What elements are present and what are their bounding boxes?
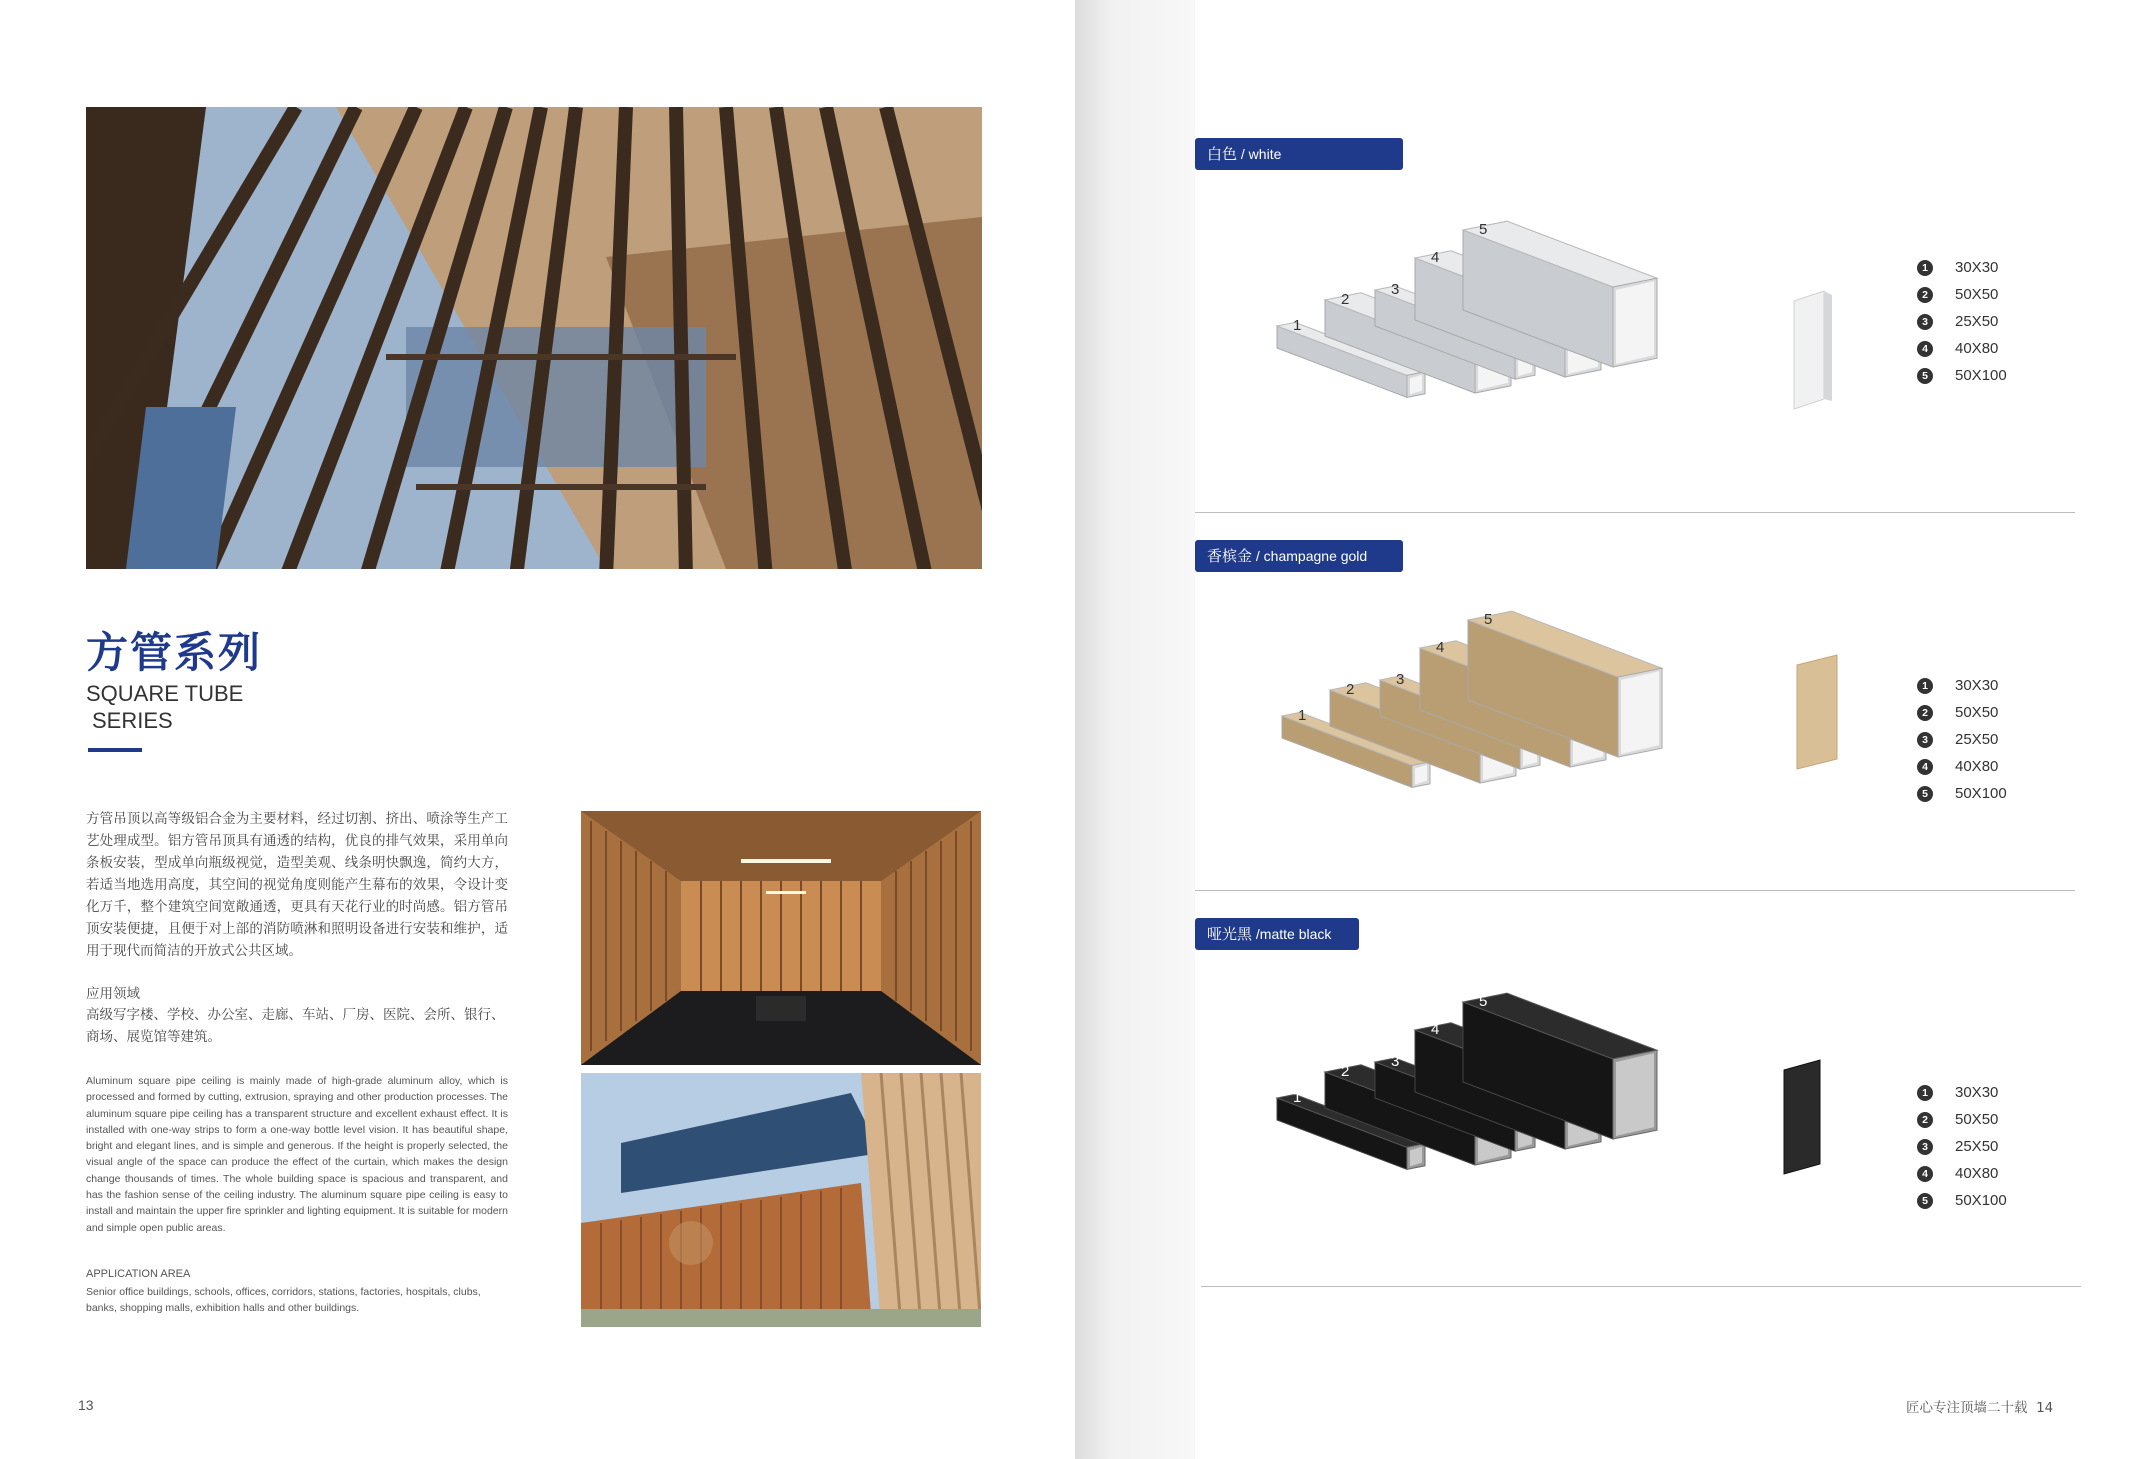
size-index-badge: 5: [1917, 368, 1933, 384]
tube-number-label: 4: [1431, 1021, 1440, 1038]
size-row: [1917, 362, 2057, 389]
size-index-badge: 2: [1917, 705, 1933, 721]
size-index-badge: 4: [1917, 341, 1933, 357]
size-index-badge: 2: [1917, 1112, 1933, 1128]
title-en-line1: SQUARE TUBE: [86, 681, 244, 706]
tube-number-label: 5: [1479, 993, 1488, 1010]
section-divider: [1195, 890, 2075, 891]
size-list-matte-black: [1917, 1079, 2057, 1214]
profile-matte-black: [1778, 1058, 1828, 1180]
size-row: [1917, 1160, 2057, 1187]
size-value: 50X50: [1955, 1111, 1999, 1128]
tube-number-label: 2: [1346, 681, 1355, 698]
photo-interior-corridor: [581, 811, 981, 1065]
tube-number-label: 1: [1293, 317, 1302, 334]
hero-photo-ceiling-slats: [86, 107, 982, 569]
application-text-en: Senior office buildings, schools, offices, corridors, stations, factories, hospitals, clubs, banks, shopping malls, exhibition halls and other buildings.: [86, 1286, 481, 1314]
profile-white: [1788, 289, 1838, 411]
left-page: [0, 0, 1075, 1459]
size-value: 40X80: [1955, 758, 1999, 775]
finish-section-white: [1195, 138, 2095, 518]
tube-number-label: 4: [1436, 639, 1445, 656]
tube-number-label: 1: [1293, 1089, 1302, 1106]
tube-number-label: 3: [1391, 1053, 1400, 1070]
size-value: 25X50: [1955, 731, 1999, 748]
finish-label-en: /matte black: [1252, 926, 1332, 942]
size-index-badge: 4: [1917, 1166, 1933, 1182]
size-row: [1917, 308, 2057, 335]
photo-building-exterior: [581, 1073, 981, 1327]
finish-section-matte-black: [1195, 918, 2095, 1298]
tube-number-label: 4: [1431, 249, 1440, 266]
size-row: [1917, 726, 2057, 753]
profile-champagne-gold: [1793, 653, 1843, 775]
size-index-badge: 5: [1917, 786, 1933, 802]
size-list-white: [1917, 254, 2057, 389]
size-list-champagne-gold: [1917, 672, 2057, 807]
tube-number-label: 2: [1341, 1063, 1350, 1080]
size-row: [1917, 780, 2057, 807]
size-row: [1917, 672, 2057, 699]
size-row: [1917, 1133, 2057, 1160]
finish-label-en: / champagne gold: [1252, 548, 1368, 564]
tube-render-white: [1265, 208, 1765, 478]
finish-label-cn: 白色: [1207, 145, 1238, 163]
finish-label-white: [1195, 138, 1403, 170]
size-row: [1917, 335, 2057, 362]
size-row: [1917, 699, 2057, 726]
size-value: 25X50: [1955, 1138, 1999, 1155]
tube-render-champagne-gold: [1270, 598, 1770, 868]
size-index-badge: 1: [1917, 260, 1933, 276]
footer-slogan: 匠心专注顶墙二十载: [1906, 1400, 2028, 1416]
size-value: 40X80: [1955, 1165, 1999, 1182]
application-heading-en: APPLICATION AREA: [86, 1268, 191, 1280]
page-title-en: [86, 680, 243, 734]
size-value: 30X30: [1955, 1084, 1999, 1101]
tube-render-matte-black: [1265, 980, 1765, 1250]
title-en-line2: SERIES: [92, 708, 173, 733]
size-index-badge: 1: [1917, 1085, 1933, 1101]
application-text-cn: 高级写字楼、学校、办公室、走廊、车站、厂房、医院、会所、银行、商场、展览馆等建筑。: [86, 1007, 505, 1045]
tube-number-label: 2: [1341, 291, 1350, 308]
tube-number-label: 5: [1484, 611, 1493, 628]
size-value: 30X30: [1955, 677, 1999, 694]
size-index-badge: 3: [1917, 314, 1933, 330]
size-value: 50X100: [1955, 785, 2007, 802]
description-en: Aluminum square pipe ceiling is mainly made of high-grade aluminum alloy, which is processed and formed by cutting, extrusion, spraying and other production processes. The aluminum square pipe ceiling has a transparent structure and excellent exhaust effect. It is installed with one-way strips to form a one-way bottle level vision. It has beautiful shape, bright and elegant lines, and is simple and generous. If the height is properly selected, the visual angle of the space can produce the effect of the curtain, which makes the design change thousands of times. The whole building space is spacious and transparent, and has the fashion sense of the ceiling industry. The aluminum square pipe ceiling is easy to install and maintain the upper fire sprinkler and lighting equipment. It is suitable for modern and simple open public areas.: [86, 1075, 508, 1234]
size-index-badge: 2: [1917, 287, 1933, 303]
finish-label-matte-black: [1195, 918, 1359, 950]
title-accent-bar: [88, 748, 142, 752]
size-value: 40X80: [1955, 340, 1999, 357]
page-number-right: 14: [2036, 1400, 2054, 1416]
book-spine-shadow: [1075, 0, 1195, 1459]
size-row: [1917, 1079, 2057, 1106]
description-cn: 方管吊顶以高等级铝合金为主要材料，经过切割、挤出、喷涂等生产工艺处理成型。铝方管吊顶具有通透的结构，优良的排气效果，采用单向条板安装，型成单向瓶级视觉，造型美观、线条明快飘逸，简约大方，若适当地选用高度，其空间的视觉角度则能产生幕布的效果，令设计变化万千，整个建筑空间宽敞通透，更具有天花行业的时尚感。铝方管吊顶安装便捷，且便于对上部的消防喷淋和照明设备进行安装和维护，适用于现代而简洁的开放式公共区域。: [86, 811, 508, 959]
size-index-badge: 4: [1917, 759, 1933, 775]
size-row: [1917, 254, 2057, 281]
section-divider: [1195, 512, 2075, 513]
tube-number-label: 1: [1298, 707, 1307, 724]
tube-number-label: 3: [1396, 671, 1405, 688]
page-title-cn: 方管系列: [86, 628, 263, 677]
finish-section-champagne-gold: [1195, 540, 2095, 920]
tube-number-label: 5: [1479, 221, 1488, 238]
size-index-badge: 1: [1917, 678, 1933, 694]
page-number-left: 13: [78, 1397, 94, 1413]
page-footer-right: [1906, 1396, 2053, 1416]
section-divider: [1201, 1286, 2081, 1287]
size-value: 50X50: [1955, 704, 1999, 721]
tube-number-label: 3: [1391, 281, 1400, 298]
size-row: [1917, 1106, 2057, 1133]
size-row: [1917, 281, 2057, 308]
size-row: [1917, 753, 2057, 780]
application-heading-cn: 应用领域: [86, 986, 140, 1002]
size-row: [1917, 1187, 2057, 1214]
finish-label-cn: 香槟金: [1207, 547, 1253, 565]
size-index-badge: 3: [1917, 1139, 1933, 1155]
size-index-badge: 5: [1917, 1193, 1933, 1209]
size-value: 25X50: [1955, 313, 1999, 330]
size-index-badge: 3: [1917, 732, 1933, 748]
finish-label-en: / white: [1237, 146, 1282, 162]
size-value: 50X100: [1955, 367, 2007, 384]
size-value: 50X50: [1955, 286, 1999, 303]
size-value: 50X100: [1955, 1192, 2007, 1209]
size-value: 30X30: [1955, 259, 1999, 276]
finish-label-cn: 哑光黑: [1207, 925, 1253, 943]
finish-label-champagne-gold: [1195, 540, 1403, 572]
